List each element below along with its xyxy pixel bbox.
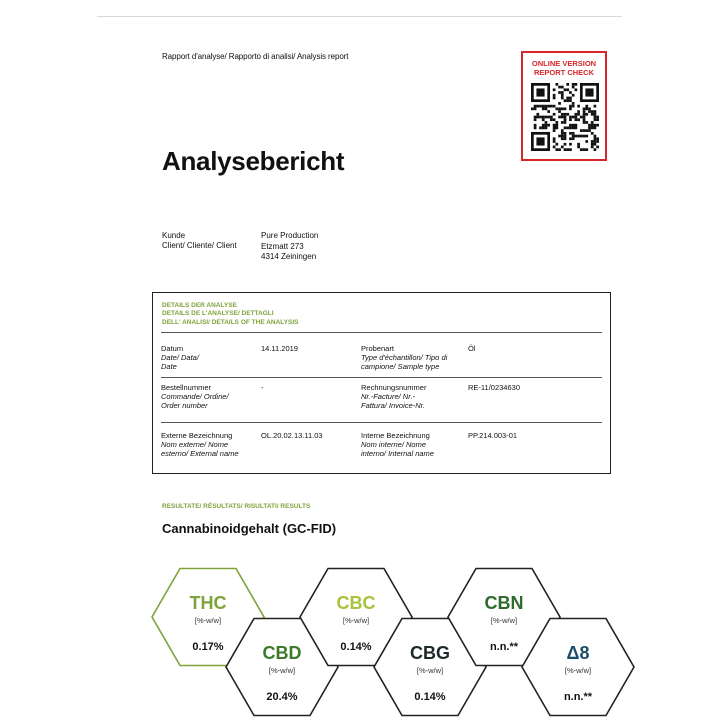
compound-name: CBC [336, 593, 376, 613]
unit-label: [%-w/w] [564, 666, 592, 675]
compound-name: CBG [410, 643, 450, 663]
analysis-details-box: DETAILS DER ANALYSE DETAILS DE L'ANALYSE/ DETTAGLI DELL' ANALISI/ DETAILS OF THE ANALYSIS Datum Date/ Data/ Date 14.11.2019 Probenart Type d'échantillon/ Tipo di campione/ Sample type Öl Bestellnummer Commande/ Ordine/ Order number - Rechnungsnummer Nr.-Facture/ Nr.- Fattura/ Invoice-Nr. RE-11/0234630 Externe Bezeichnung Nom externe/ Nome esterno/ External name OL.20.02.13.11.03 Interne Bezeichnung Nom interne/ Nome interno/ Internal name PP.214.003-01 [152, 292, 611, 474]
unit-label: [%-w/w] [268, 666, 296, 675]
compound-name: CBD [262, 643, 302, 663]
compound-value: 0.14% [414, 691, 446, 703]
report-subtitle: Rapport d'analyse/ Rapporto di analisi/ Analysis report [162, 52, 349, 61]
compound-name: THC [189, 593, 227, 613]
client-label: Kunde Client/ Cliente/ Client [162, 231, 237, 250]
compound-value: n.n.** [563, 691, 593, 703]
unit-label: [%-w/w] [194, 616, 222, 625]
unit-label: [%-w/w] [490, 616, 518, 625]
details-heading: DETAILS DER ANALYSE DETAILS DE L'ANALYSE/ DETTAGLI DELL' ANALISI/ DETAILS OF THE ANALYSIS [162, 302, 299, 326]
results-title: Cannabinoidgehalt (GC-FID) [162, 521, 337, 536]
unit-label: [%-w/w] [342, 616, 370, 625]
compound-value: 0.17% [192, 641, 224, 653]
page-title: Analysebericht [162, 146, 345, 176]
compound-value: 0.14% [340, 641, 372, 653]
compound-name: CBN [484, 593, 524, 613]
results-heading: RESULTATE/ RÉSULTATS/ RISULTATI/ RESULTS [162, 503, 311, 510]
online-check-label: ONLINE VERSION REPORT CHECK [531, 59, 597, 77]
client-address: Pure Production Etzmatt 273 4314 Zeiningen [261, 231, 319, 261]
compound-name: Δ8 [566, 643, 590, 663]
compound-value: 20.4% [266, 691, 298, 703]
unit-label: [%-w/w] [416, 666, 444, 675]
compound-value: n.n.** [489, 641, 519, 653]
